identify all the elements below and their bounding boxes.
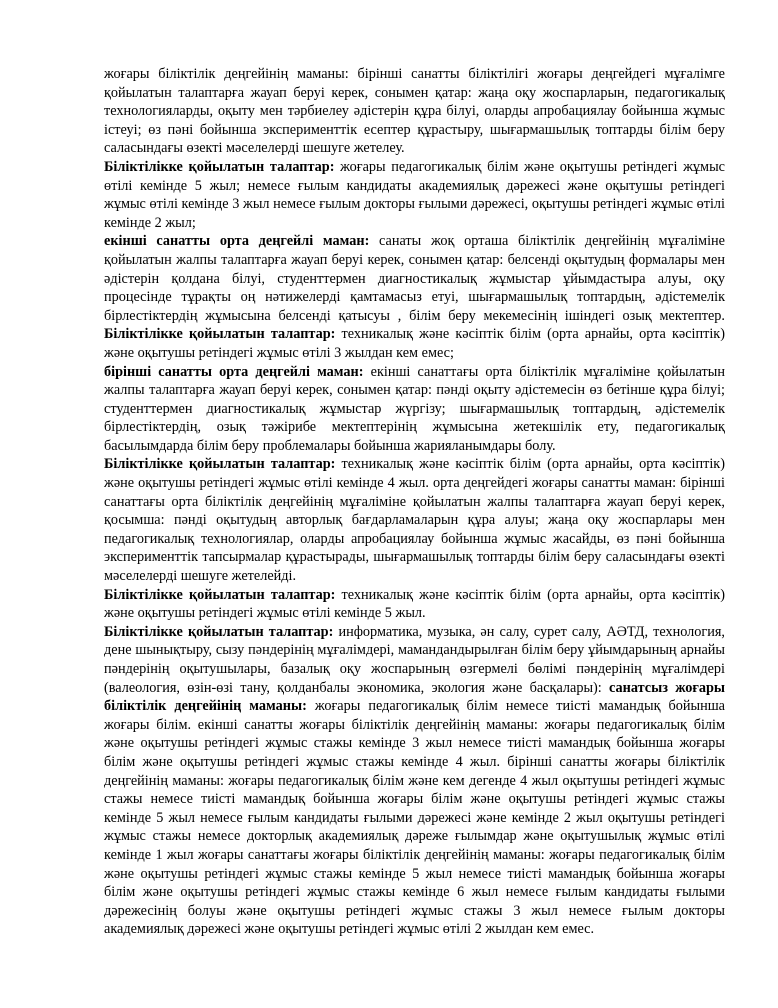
paragraph-text: техникалық және кәсіптік білім (орта арнайы, орта кәсіптік) және оқытушы ретіндегі жұмыс өтілі кемінде 5 жыл. — [104, 586, 725, 622]
paragraph-text: санаты жоқ орташа біліктілік деңгейінің мұғаліміне қойылатын жалпы талаптарға жауап беруі керек, сонымен қатар: белсенді оқытудың формалары мен әдістерін қолдана білуі, студенттермен диагностикалық жұмыстар ұйымдастыра алуы, оқу процесінде тұрақты оң нәтижелерді қамтамасыз етуі, шығармашылық топтардың, әдістемелік бірлестіктердің жұмысына белсенді қатысуы , білім беру мекемесінің ішіндегі озық мектептер. — [104, 233, 725, 324]
paragraph-requirements-1 — [104, 158, 725, 232]
category-heading: санатсыз жоғары біліктілік деңгейінің маманы: — [104, 679, 725, 715]
category-heading: екінші санатты орта деңгейлі маман: — [104, 233, 370, 250]
paragraph-second-category-mid-level — [104, 232, 725, 362]
paragraph-text: жоғары педагогикалық білім немесе тиісті мамандық бойынша жоғары білім. екінші санатты жоғары біліктілік деңгейінің маманы: жоғары педагогикалық білім және оқытушы ретіндегі жұмыс стажы кемінде 3 жыл немесе тиісті мамандық бойынша жоғары білім және оқытушы ретіндегі жұмыс стажы кемінде 4 жыл. бірінші санатты жоғары біліктілік деңгейінің маманы: жоғары педагогикалық білім және кем дегенде 4 жыл оқытушы ретіндегі жұмыс стажы немесе тиісті мамандық бойынша жоғары білім және оқытушы ретіндегі жұмыс стажы кемінде 5 жыл немесе ғылым кандидаты ғылыми дәрежесі және кемінде 2 жыл оқытушы ретіндегі жұмыс стажы немесе докторлық академиялық дәреже ғылымдар және оқытушылық жұмыс өтілі кемінде 1 жыл жоғары санаттағы жоғары біліктілік деңгейінің маманы: жоғары педагогикалық білім және оқытушы ретіндегі жұмыс стажы кемінде 5 жыл немесе тиісті мамандық бойынша жоғары білім және оқытушы ретіндегі жұмыс стажы кемінде 6 жыл немесе ғылым кандидаты ғылыми дәрежесінің болуы және оқытушы ретіндегі жұмыс стажы 3 жыл немесе ғылым докторы академиялық дәрежесі және оқытушы ретіндегі жұмыс өтілі 2 жылдан кем емес. — [104, 698, 725, 938]
paragraph-text: техникалық және кәсіптік білім (орта арнайы, орта кәсіптік) және оқытушы ретіндегі жұмыс өтілі 3 жылдан кем емес; — [104, 326, 725, 361]
paragraph-requirements-2 — [104, 455, 725, 585]
requirements-heading: Біліктілікке қойылатын талаптар: — [104, 158, 335, 175]
requirements-heading: Біліктілікке қойылатын талаптар: — [104, 586, 336, 603]
requirements-heading: Біліктілікке қойылатын талаптар: — [104, 326, 336, 343]
category-heading: бірінші санатты орта деңгейлі маман: — [104, 363, 364, 380]
document-page — [104, 65, 725, 939]
requirements-heading: Біліктілікке қойылатын талаптар: — [104, 456, 336, 473]
paragraph-text: жоғары педагогикалық білім және оқытушы ретіндегі жұмыс өтілі кемінде 5 жыл; немесе ғылым кандидаты академиялық дәрежесі және оқытушы ретіндегі жұмыс өтілі кемінде 3 жыл немесе ғылым докторы ғылыми дәрежесі, оқытушы ретіндегі жұмыс өтілі кемінде 2 жыл; — [104, 158, 725, 231]
paragraph-first-category-mid-level — [104, 363, 725, 456]
paragraph-text: техникалық және кәсіптік білім (орта арнайы, орта кәсіптік) және оқытушы ретіндегі жұмыс өтілі кемінде 4 жыл. орта деңгейдегі жоғары санатты маман: бірінші санаттағы орта біліктілік деңгейінің мұғаліміне қойылатын жалпы талаптарға жауап беруі керек, қосымша: пәнді оқытудың авторлық бағдарламаларын құра алуы; жаңа оқу жоспарлары мен педагогикалық технологиялар, оларды апробациялау бойынша жұмыс жасайды, өз пәні бойынша эксперименттік тапсырмалар құрастырады, шығармашылық топтарды білім беру саласындағы өзекті мәселелерді шешуге жетелейді. — [104, 456, 725, 585]
paragraph-text: информатика, музыка, ән салу, сурет салу, АӘТД, технология, дене шынықтыру, сызу пәндерінің мұғалімдері, мамандандырылған білім беру ұйымдарының арнайы пәндерінің оқытушылары, базалық оқу жоспарының өзгермелі бөлімі пәндерінің мұғалімдері (валеология, өзін-өзі тану, қолданбалы экономика, экология және басқалары): — [104, 623, 725, 696]
paragraph-text: екінші санаттағы орта біліктілік мұғаліміне қойылатын жалпы талаптарға жауап беруі керек, сонымен қатар: пәнді оқыту әдістемесін өз бетінше құра білуі; студенттермен диагностикалық жұмыстар жүргізу; шығармашылық топтардың, әдістемелік бірлестіктердің, озық тәжірибе мектептерінің жұмысына жетекшілік ету, педагогикалық басылымдарда білім беру проблемалары бойынша жарияланымдары болу. — [104, 363, 725, 454]
paragraph-top-level-specialist — [104, 65, 725, 158]
paragraph-text: жоғары біліктілік деңгейінің маманы: бірінші санатты біліктілігі жоғары деңгейдегі мұғалімге қойылатын талаптарға жауап беруі керек, сонымен қатар: жаңа оқу жоспарларын, педагогикалық технологияларды, оқыту мен тәрбиелеу әдістерін құра білуі, оларды апробациялау бойынша жұмыс істеуі; өз пәні бойынша эксперименттік есептер құрастыру, шығармашылық топтарды білім беру саласындағы өзекті мәселелерді шешуге жетелеу. — [104, 66, 725, 157]
paragraph-requirements-4 — [104, 623, 725, 939]
requirements-heading: Біліктілікке қойылатын талаптар: — [104, 623, 334, 640]
paragraph-requirements-3 — [104, 586, 725, 623]
